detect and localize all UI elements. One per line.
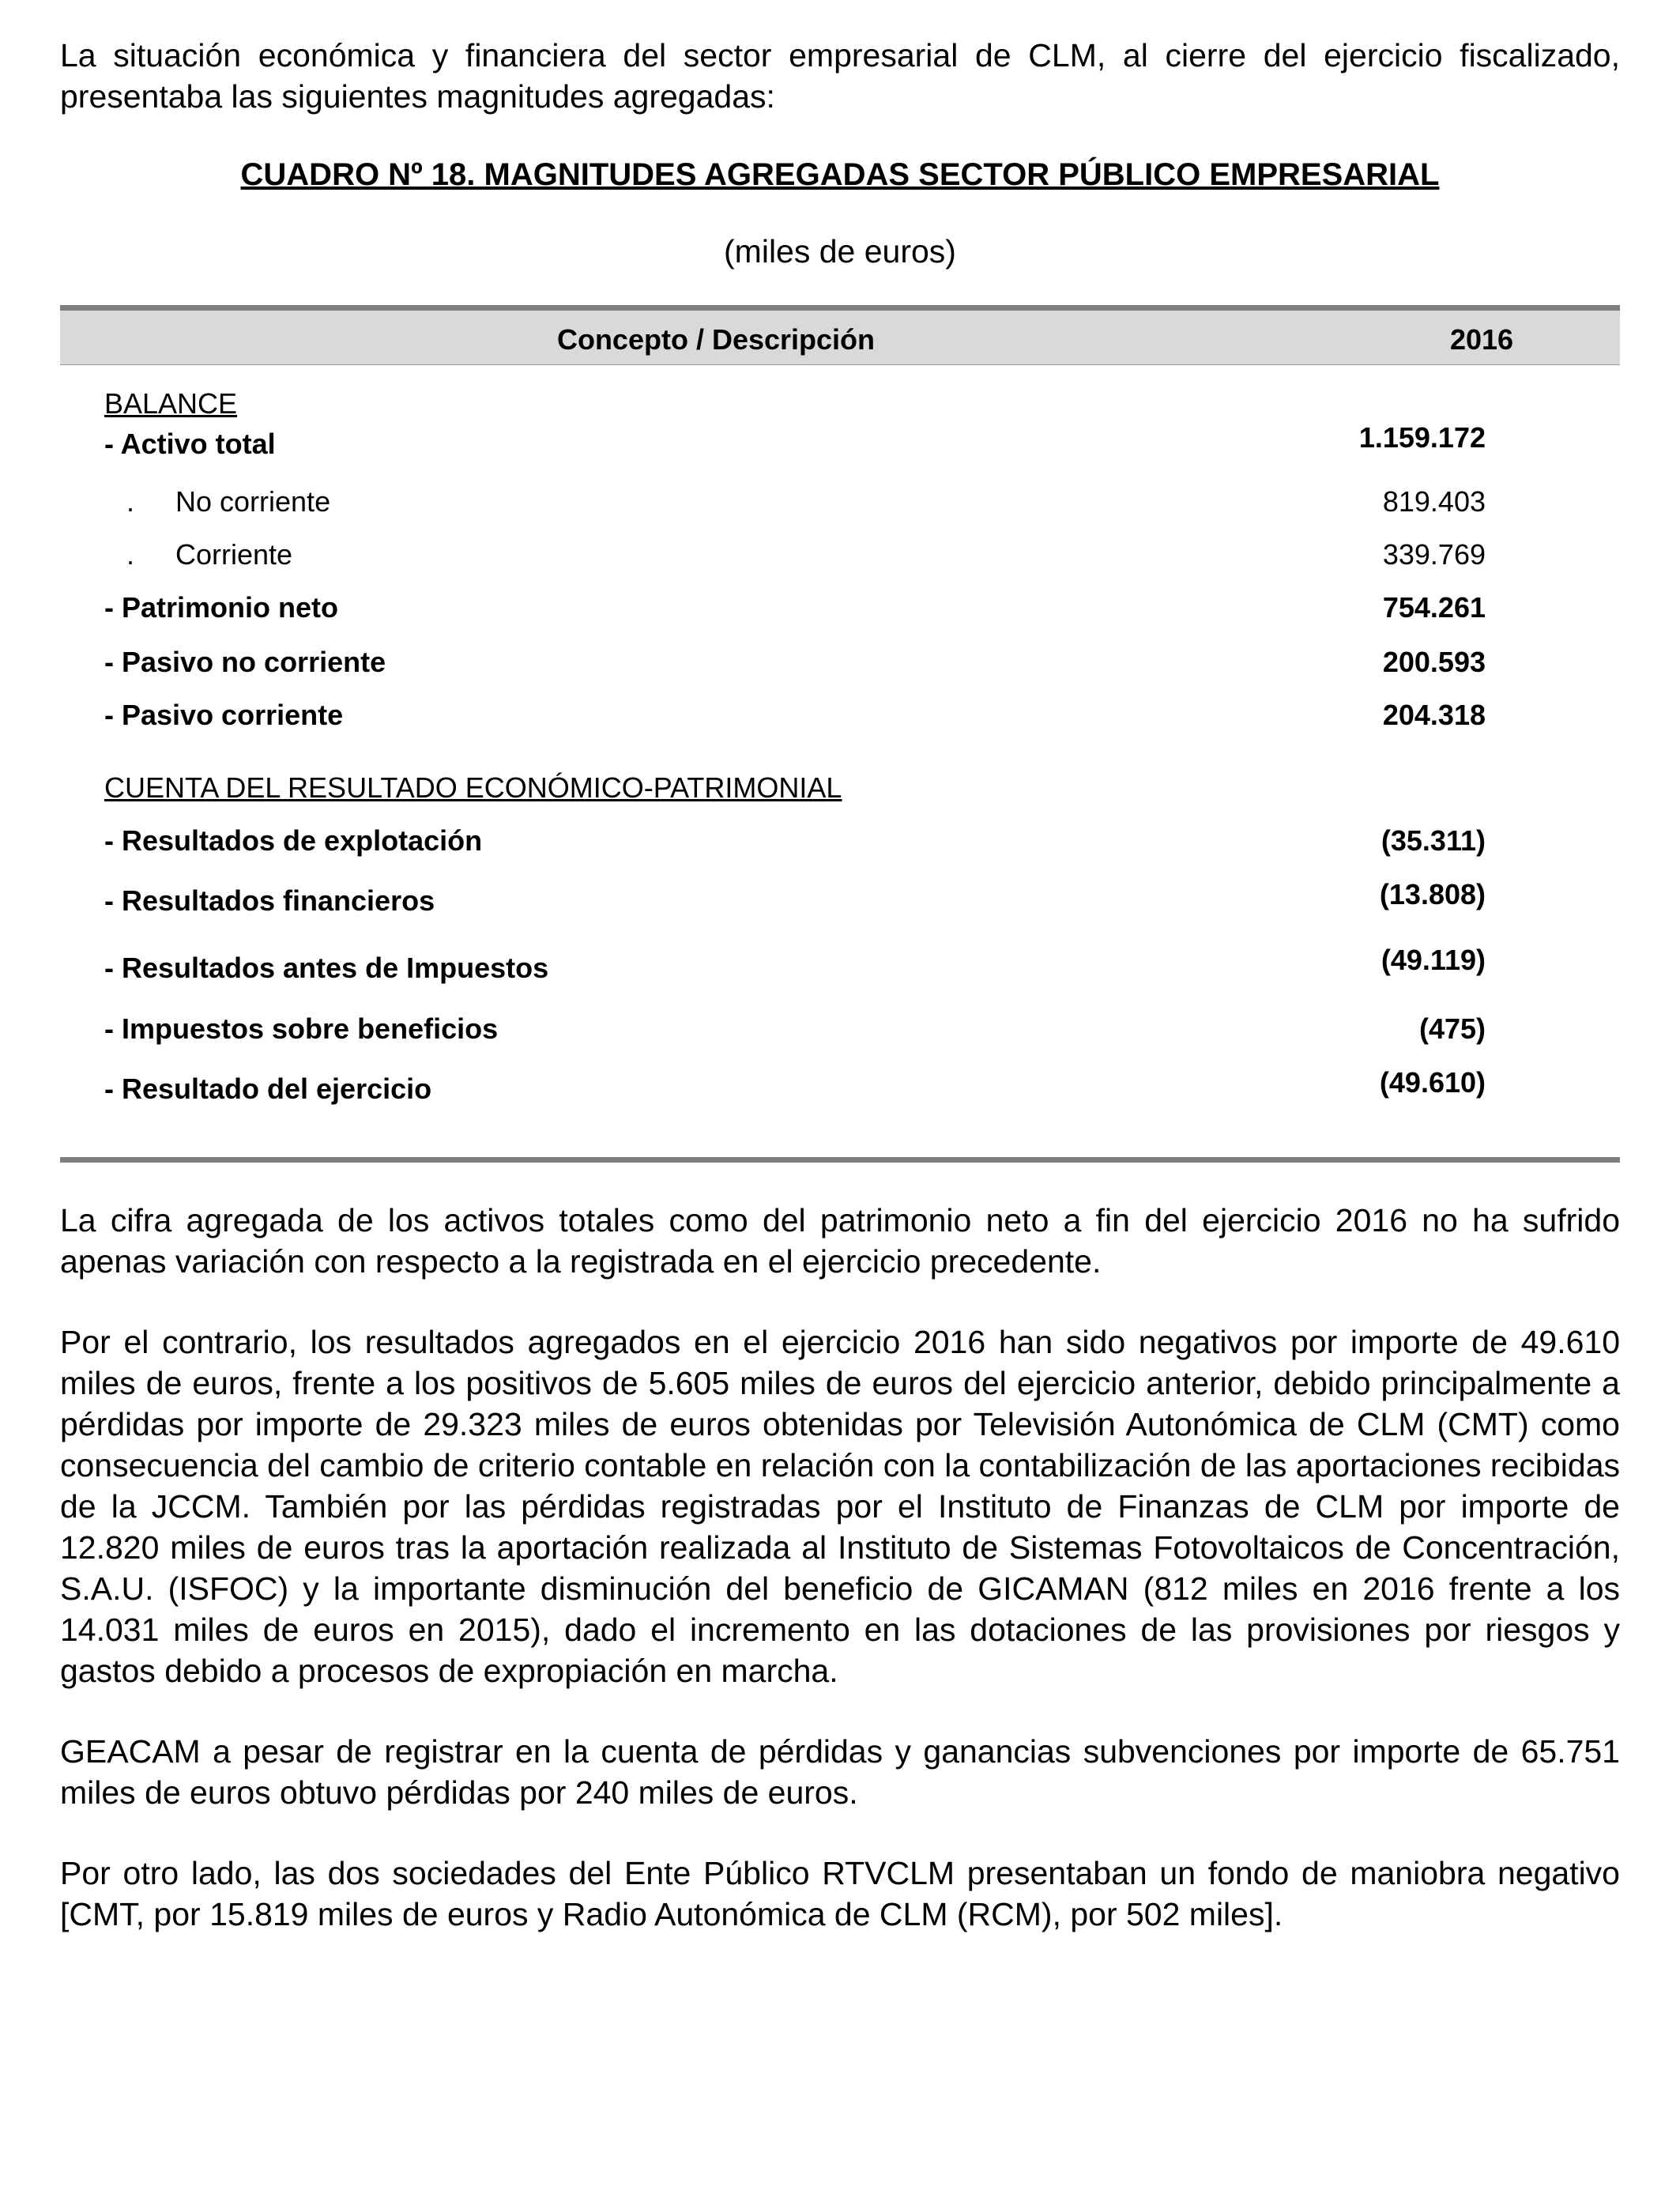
document-page <box>60 35 1620 1935</box>
header-concept: Concepto / Descripción <box>556 323 876 356</box>
table-bottom-rule <box>60 1157 1620 1163</box>
intro-paragraph: La situación económica y financiera del sector empresarial de CLM, al cierre del ejercicio fiscalizado, presentaba las siguientes magnitudes agregadas: <box>60 37 1620 115</box>
table-row <box>60 588 1620 628</box>
table-row <box>60 482 1620 522</box>
table-row-section-cuenta-resultado <box>60 768 1620 808</box>
table-body <box>60 365 1620 1157</box>
table-row <box>60 696 1620 735</box>
row-value: (49.119) <box>1381 944 1486 976</box>
table-row <box>60 535 1620 575</box>
row-label: Corriente <box>175 538 293 571</box>
row-bullet: . <box>126 485 135 518</box>
table-row <box>60 643 1620 682</box>
header-year: 2016 <box>1449 323 1514 356</box>
table-row <box>60 418 1620 458</box>
row-label: - Impuestos sobre beneficios <box>104 1012 499 1045</box>
row-bullet: . <box>126 538 135 571</box>
row-label: - Resultados antes de Impuestos <box>104 952 549 984</box>
table-row <box>60 875 1620 917</box>
row-label: - Pasivo no corriente <box>104 646 386 678</box>
row-label: BALANCE <box>104 387 238 420</box>
row-value: (475) <box>1418 1012 1486 1045</box>
body-paragraph: Por el contrario, los resultados agregados en el ejercicio 2016 han sido negativos por importe de 49.610 miles de euros, frente a los positivos de 5.605 miles de euros del ejercicio anterior, debido principalmente a pérdidas por importe de 29.323 miles de euros obtenidas por Televisión Autonómica de CLM (CMT) como consecuencia del cambio de criterio contable en relación con la contabilización de las aportaciones recibidas de la JCCM. También por las pérdidas registradas por el Instituto de Finanzas de CLM por importe de 12.820 miles de euros tras la aportación realizada al Instituto de Sistemas Fotovoltaicos de Concentración, S.A.U. (ISFOC) y la importante disminución del beneficio de GICAMAN (812 miles en 2016 frente a los 14.031 miles de euros en 2015), dado el incremento en las dotaciones de las provisiones por riesgos y gastos debido a procesos de expropiación en marcha. <box>60 1324 1620 1689</box>
row-value: (49.610) <box>1379 1066 1486 1099</box>
row-label: - Resultados financieros <box>104 884 435 917</box>
body-paragraph: La cifra agregada de los activos totales como del patrimonio neto a fin del ejercicio 2016 no ha sufrido apenas variación con respecto a la registrada en el ejercicio precedente. <box>60 1202 1620 1280</box>
row-value: 200.593 <box>1382 646 1486 678</box>
row-value: (13.808) <box>1379 878 1486 910</box>
row-label: - Patrimonio neto <box>104 591 338 624</box>
row-value: 1.159.172 <box>1358 421 1486 454</box>
row-value: 819.403 <box>1382 485 1486 518</box>
table-title: CUADRO Nº 18. MAGNITUDES AGREGADAS SECTOR PÚBLICO EMPRESARIAL <box>240 157 1440 192</box>
table-row <box>60 1063 1620 1103</box>
row-label: CUENTA DEL RESULTADO ECONÓMICO-PATRIMONIAL <box>104 771 842 804</box>
row-value: 204.318 <box>1382 699 1486 731</box>
row-label: - Pasivo corriente <box>104 699 344 731</box>
row-label: - Resultados de explotación <box>104 824 483 857</box>
table-row <box>60 821 1620 861</box>
row-label: - Resultado del ejercicio <box>104 1072 432 1105</box>
row-value: (35.311) <box>1381 824 1486 857</box>
body-paragraph: GEACAM a pesar de registrar en la cuenta de pérdidas y ganancias subvenciones por importe de 65.751 miles de euros obtuvo pérdidas por 240 miles de euros. <box>60 1733 1620 1811</box>
table-header-row <box>60 305 1620 365</box>
table-row <box>60 1009 1620 1049</box>
row-value: 754.261 <box>1382 591 1486 624</box>
table-row <box>60 941 1620 984</box>
magnitudes-table <box>60 305 1620 1163</box>
body-paragraph: Por otro lado, las dos sociedades del Ente Público RTVCLM presentaban un fondo de maniobra negativo [CMT, por 15.819 miles de euros y Radio Autonómica de CLM (RCM), por 502 miles]. <box>60 1855 1620 1932</box>
row-label: No corriente <box>175 485 331 518</box>
row-value: 339.769 <box>1382 538 1486 571</box>
row-label: - Activo total <box>104 428 276 460</box>
table-subtitle: (miles de euros) <box>724 233 956 270</box>
